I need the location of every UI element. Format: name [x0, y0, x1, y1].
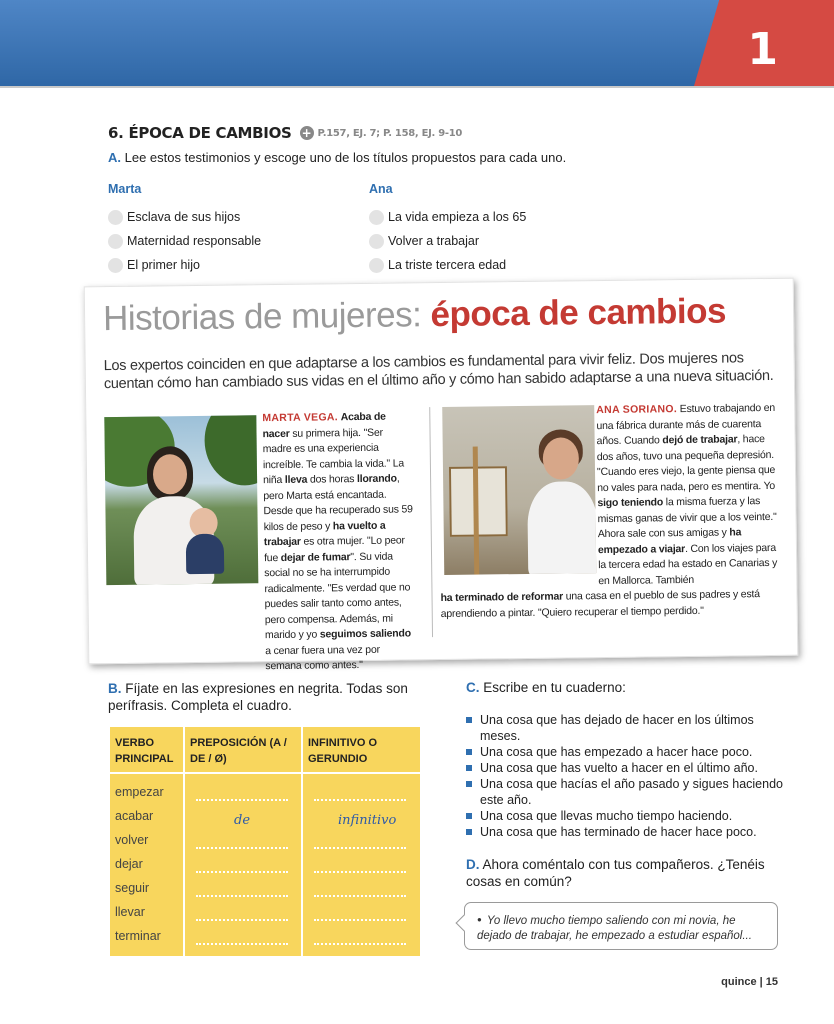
- choice-option[interactable]: [108, 253, 261, 277]
- bold-text: dejar de fumar: [280, 550, 351, 564]
- body-text: la misma fuerza y las mismas ganas de vivir que a los veinte." Ahora sale con sus amigas y: [597, 495, 777, 541]
- body-text: una casa en el pueblo de sus padres y está aprendiendo a pintar. "Quiero recuperar el tiempo perdido.": [440, 588, 760, 620]
- instruction-b: Fíjate en las expresiones en negrita. Todas son perífrasis. Completa el cuadro.: [108, 681, 408, 713]
- exercise-title-text: 6. ÉPOCA DE CAMBIOS: [108, 124, 292, 142]
- page-number: quince | 15: [721, 976, 778, 988]
- choice-label: La vida empieza a los 65: [388, 210, 527, 224]
- article-title-highlight: época de cambios: [430, 291, 727, 335]
- body-text: , pero Marta está encantada. Desde que ha recuperado sus 59 kilos de peso y: [263, 472, 413, 533]
- example-form: infinitivo: [338, 813, 397, 828]
- choice-option[interactable]: [108, 205, 261, 229]
- section-c: [466, 680, 626, 695]
- choices-marta: [108, 182, 261, 277]
- body-text: . Con los viajes para la tercera edad ha estado en Canarias y en Mallorca. También: [598, 541, 778, 587]
- table-row-verb: terminar: [115, 929, 161, 943]
- list-item: Una cosa que has vuelto a hacer en el último año.: [466, 760, 786, 776]
- bold-text: dejó de trabajar: [662, 433, 738, 447]
- choice-option[interactable]: [369, 205, 526, 229]
- section-d: [466, 856, 786, 890]
- answer-blank[interactable]: [196, 895, 288, 897]
- marta-photo: [104, 415, 258, 585]
- body-text: dos horas: [307, 473, 358, 486]
- radio-button[interactable]: [108, 234, 123, 249]
- bold-text: llorando: [356, 472, 397, 486]
- example-preposition: de: [234, 813, 251, 828]
- body-text: , hace dos años, tuvo una pequeña depresión. "Cuando eres viejo, la gente piensa que no vales para nada, pero es mentira. Yo: [596, 433, 776, 494]
- choice-option[interactable]: [108, 229, 261, 253]
- article-card: [84, 278, 799, 673]
- exercise-title: [108, 124, 462, 142]
- label-c: C.: [466, 680, 480, 695]
- bold-text: lleva: [284, 473, 308, 486]
- marta-text: [262, 409, 415, 674]
- label-d: D.: [466, 857, 480, 872]
- speech-bubble: [464, 902, 778, 950]
- choice-label: Esclava de sus hijos: [127, 210, 241, 224]
- choice-label: El primer hijo: [127, 258, 200, 272]
- table-column-divider: [301, 727, 303, 956]
- list-item: Una cosa que hacías el año pasado y sigues haciendo este año.: [466, 776, 786, 808]
- answer-blank[interactable]: [196, 871, 288, 873]
- speech-bubble-tail: [456, 915, 473, 932]
- bold-text: ha terminado de reformar: [440, 590, 564, 605]
- answer-blank[interactable]: [314, 871, 406, 873]
- head-shape: [153, 454, 187, 494]
- answer-blank[interactable]: [314, 919, 406, 921]
- tree-shape: [204, 415, 258, 486]
- plus-icon: +: [300, 126, 314, 140]
- body-text: Estuvo trabajando en una fábrica durante más de cuarenta años. Cuando: [596, 401, 776, 448]
- table-header-divider: [110, 772, 420, 774]
- article-title: [103, 292, 726, 340]
- choices-ana-name: Ana: [369, 182, 393, 196]
- bold-text: Acaba de nacer: [262, 410, 386, 440]
- bold-text: sigo teniendo: [597, 496, 664, 510]
- choice-option[interactable]: [369, 229, 526, 253]
- speech-bubble-text: ● Yo llevo mucho tiempo saliendo con mi novia, he dejado de trabajar, he empezado a estudiar español...: [477, 912, 767, 944]
- radio-button[interactable]: [369, 258, 384, 273]
- periphrasis-table: [110, 727, 420, 956]
- answer-blank[interactable]: [196, 943, 288, 945]
- ana-name: ANA SORIANO.: [596, 403, 678, 417]
- table-column-divider: [183, 727, 185, 956]
- table-header: VERBO PRINCIPAL: [115, 737, 174, 765]
- article-intro: Los expertos coinciden en que adaptarse a los cambios es fundamental para vivir feliz. Dos mujeres nos cuentan cómo han cambiado sus vidas en el último año y cómo han sabido adaptarse a una nueva situación.: [103, 350, 774, 393]
- body-text: su primera hija. "Ser madre es una experiencia increíble. Te cambia la vida." La niña: [262, 426, 405, 487]
- instruction-c: Escribe en tu cuaderno:: [483, 680, 626, 695]
- section-c-list: [466, 712, 786, 840]
- section-b: [108, 680, 428, 714]
- column-divider: [429, 407, 433, 637]
- list-item: Una cosa que llevas mucho tiempo haciendo.: [466, 808, 786, 824]
- instruction-a-text: Lee estos testimonios y escoge uno de los títulos propuestos para cada uno.: [124, 150, 567, 165]
- choice-option[interactable]: [369, 253, 526, 277]
- marta-name: MARTA VEGA.: [262, 411, 339, 425]
- exercise-reference: P.157, EJ. 7; P. 158, EJ. 9-10: [317, 127, 463, 139]
- ana-text: [438, 401, 786, 622]
- choice-label: La triste tercera edad: [388, 258, 507, 272]
- table-header: PREPOSICIÓN (A / DE / Ø): [190, 737, 287, 765]
- answer-blank[interactable]: [196, 799, 288, 801]
- ana-text-wrap: [596, 401, 785, 589]
- answer-blank[interactable]: [196, 919, 288, 921]
- answer-blank[interactable]: [196, 847, 288, 849]
- ana-text-bottom: [440, 587, 785, 622]
- body-text: ". Su vida social no se ha interrumpido radicalmente. "Es verdad que no puedes salir tanto como antes, pero compensa. Además, mi marido y yo: [264, 550, 411, 642]
- table-row-verb: acabar: [115, 809, 154, 823]
- instruction-d: Ahora coméntalo con tus compañeros. ¿Tenéis cosas en común?: [466, 857, 765, 889]
- choices-marta-name: Marta: [108, 182, 142, 196]
- body-text: a cenar fuera una vez por semana como antes.": [265, 643, 380, 673]
- choice-label: Maternidad responsable: [127, 234, 262, 248]
- bold-text: ha vuelto a trabajar: [263, 519, 386, 549]
- baby-body-shape: [186, 534, 224, 574]
- table-row-verb: seguir: [115, 881, 150, 895]
- table-row-verb: llevar: [115, 905, 145, 919]
- label-a: A.: [108, 150, 121, 165]
- list-item: Una cosa que has terminado de hacer hace poco.: [466, 824, 786, 840]
- unit-number: 1: [747, 24, 778, 75]
- table-header: INFINITIVO O GERUNDIO: [308, 737, 378, 765]
- instruction-a: [108, 150, 566, 165]
- table-row-verb: empezar: [115, 785, 164, 799]
- table-row-verb: volver: [115, 833, 149, 847]
- list-item: Una cosa que has empezado a hacer hace poco.: [466, 744, 786, 760]
- choices-ana: [369, 182, 526, 277]
- list-item: Una cosa que has dejado de hacer en los últimos meses.: [466, 712, 786, 744]
- radio-button[interactable]: [369, 234, 384, 249]
- radio-button[interactable]: [108, 258, 123, 273]
- radio-button[interactable]: [369, 210, 384, 225]
- radio-button[interactable]: [108, 210, 123, 225]
- body-text: es otra mujer. "Lo peor fue: [263, 534, 405, 564]
- answer-blank[interactable]: [314, 895, 406, 897]
- table-row-verb: dejar: [115, 857, 143, 871]
- article-title-plain: Historias de mujeres:: [102, 295, 431, 339]
- bold-text: seguimos saliendo: [319, 627, 411, 641]
- answer-blank[interactable]: [314, 799, 406, 801]
- label-b: B.: [108, 681, 122, 696]
- bold-text: ha empezado a viajar: [597, 526, 742, 556]
- answer-blank[interactable]: [314, 943, 406, 945]
- band-divider: [0, 86, 834, 88]
- answer-blank[interactable]: [314, 847, 406, 849]
- choice-label: Volver a trabajar: [388, 234, 480, 248]
